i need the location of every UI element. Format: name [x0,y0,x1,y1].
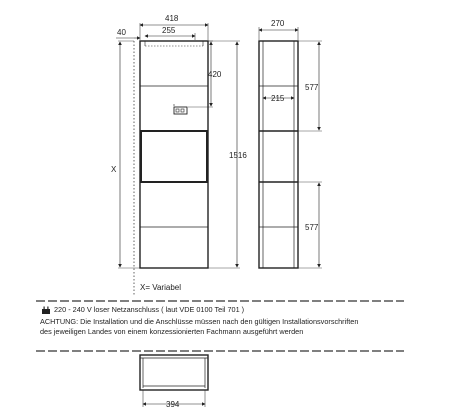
dim-top-offset: 40 [117,28,126,37]
dim-side-depth: 270 [271,19,285,28]
dim-variable-label: X= Variabel [140,283,181,292]
side-view [259,41,298,268]
front-open-compartment [141,131,207,182]
warning-line-2: des jeweiligen Landes von einem konzessionierten Fachmann ausgeführt werden [40,327,304,336]
dim-inner-width: 255 [162,26,176,35]
dim-shelf-depth: 215 [271,94,285,103]
top-view [140,355,208,390]
front-view [134,41,208,296]
side-cabinet-outline [259,41,298,268]
dim-side-upper: 577 [305,83,319,92]
dim-bottom-width: 394 [166,400,180,409]
front-dimension-lines [116,23,240,268]
power-note-text: 220 - 240 V loser Netzanschluss ( laut VDE 0100 Teil 701 ) [54,305,245,314]
warning-line-1: ACHTUNG: Die Installation und die Anschlüsse müssen nach den gültigen Installationsvorschriften [40,317,359,326]
dim-side-lower: 577 [305,223,319,232]
dim-total-height: 1516 [229,151,247,160]
dim-front-width: 418 [165,14,179,23]
power-note [40,305,244,315]
top-view-outline [140,355,208,390]
dim-variable: X [111,165,117,174]
dim-compartment-height: 420 [208,70,222,79]
electrical-plug-icon [40,306,52,315]
front-cabinet-outline [140,41,208,268]
